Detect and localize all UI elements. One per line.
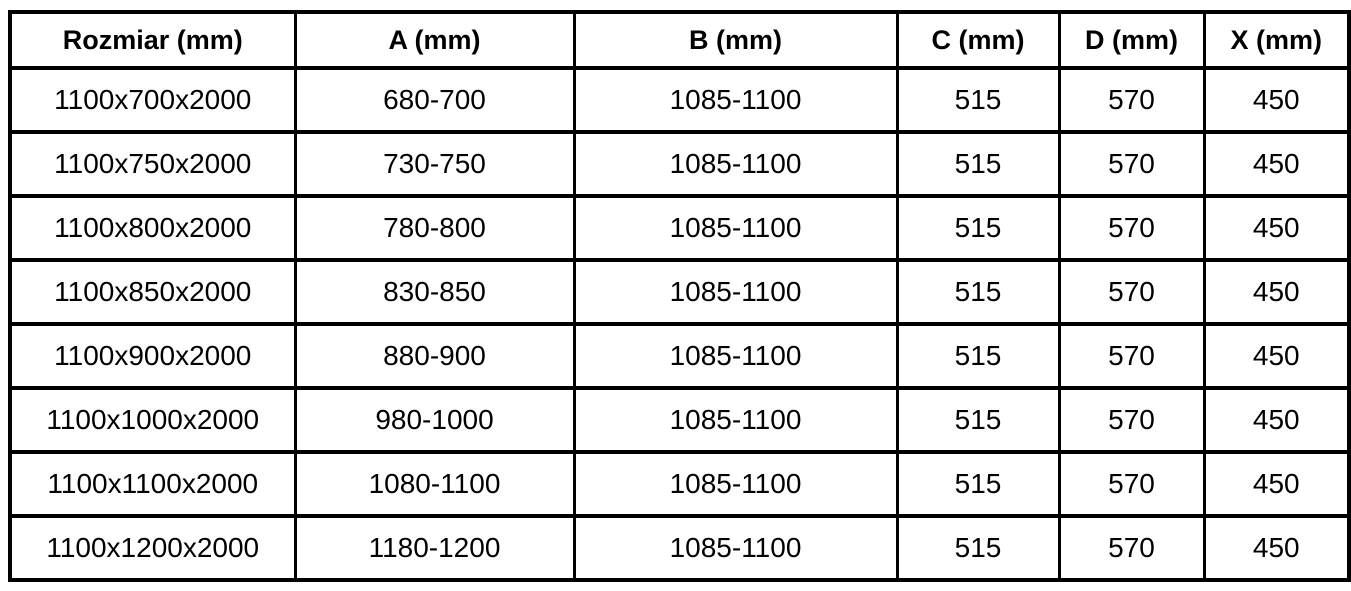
table-row <box>10 132 1349 196</box>
table-cell: 515 <box>897 324 1059 388</box>
table-cell: 980-1000 <box>295 388 574 452</box>
table-cell: 570 <box>1059 324 1204 388</box>
table-cell: 515 <box>897 260 1059 324</box>
table-cell: 570 <box>1059 452 1204 516</box>
table-cell: 570 <box>1059 260 1204 324</box>
table-cell: 1085-1100 <box>574 196 897 260</box>
table-cell: 515 <box>897 196 1059 260</box>
table-cell: 450 <box>1204 260 1349 324</box>
table-cell: 780-800 <box>295 196 574 260</box>
size-table <box>8 10 1351 582</box>
column-header-d: D (mm) <box>1059 12 1204 68</box>
table-cell: 515 <box>897 452 1059 516</box>
table-cell: 1085-1100 <box>574 324 897 388</box>
table-cell: 1085-1100 <box>574 132 897 196</box>
table-cell: 1080-1100 <box>295 452 574 516</box>
table-cell: 680-700 <box>295 68 574 132</box>
table-row <box>10 388 1349 452</box>
table-cell: 880-900 <box>295 324 574 388</box>
table-cell: 1180-1200 <box>295 516 574 580</box>
table-cell: 830-850 <box>295 260 574 324</box>
size-table-container <box>8 10 1351 582</box>
table-row <box>10 324 1349 388</box>
header-row <box>10 12 1349 68</box>
table-cell: 450 <box>1204 68 1349 132</box>
table-cell: 1100x1000x2000 <box>10 388 295 452</box>
table-cell: 1100x1100x2000 <box>10 452 295 516</box>
table-row <box>10 68 1349 132</box>
table-cell: 1100x1200x2000 <box>10 516 295 580</box>
table-cell: 1085-1100 <box>574 68 897 132</box>
table-cell: 450 <box>1204 388 1349 452</box>
column-header-c: C (mm) <box>897 12 1059 68</box>
column-header-a: A (mm) <box>295 12 574 68</box>
table-cell: 1100x700x2000 <box>10 68 295 132</box>
table-row <box>10 516 1349 580</box>
table-cell: 570 <box>1059 132 1204 196</box>
table-cell: 515 <box>897 68 1059 132</box>
table-cell: 1100x900x2000 <box>10 324 295 388</box>
table-cell: 1100x850x2000 <box>10 260 295 324</box>
table-cell: 450 <box>1204 452 1349 516</box>
column-header-rozmiar: Rozmiar (mm) <box>10 12 295 68</box>
table-row <box>10 452 1349 516</box>
table-cell: 450 <box>1204 324 1349 388</box>
table-cell: 1100x750x2000 <box>10 132 295 196</box>
table-cell: 570 <box>1059 196 1204 260</box>
table-cell: 450 <box>1204 196 1349 260</box>
table-cell: 570 <box>1059 68 1204 132</box>
table-row <box>10 260 1349 324</box>
table-cell: 570 <box>1059 388 1204 452</box>
table-cell: 570 <box>1059 516 1204 580</box>
table-cell: 450 <box>1204 132 1349 196</box>
table-cell: 1085-1100 <box>574 260 897 324</box>
table-cell: 730-750 <box>295 132 574 196</box>
table-cell: 1085-1100 <box>574 388 897 452</box>
table-cell: 450 <box>1204 516 1349 580</box>
column-header-x: X (mm) <box>1204 12 1349 68</box>
table-cell: 1100x800x2000 <box>10 196 295 260</box>
table-cell: 515 <box>897 388 1059 452</box>
table-cell: 1085-1100 <box>574 516 897 580</box>
table-cell: 515 <box>897 132 1059 196</box>
column-header-b: B (mm) <box>574 12 897 68</box>
table-row <box>10 196 1349 260</box>
table-cell: 1085-1100 <box>574 452 897 516</box>
table-cell: 515 <box>897 516 1059 580</box>
